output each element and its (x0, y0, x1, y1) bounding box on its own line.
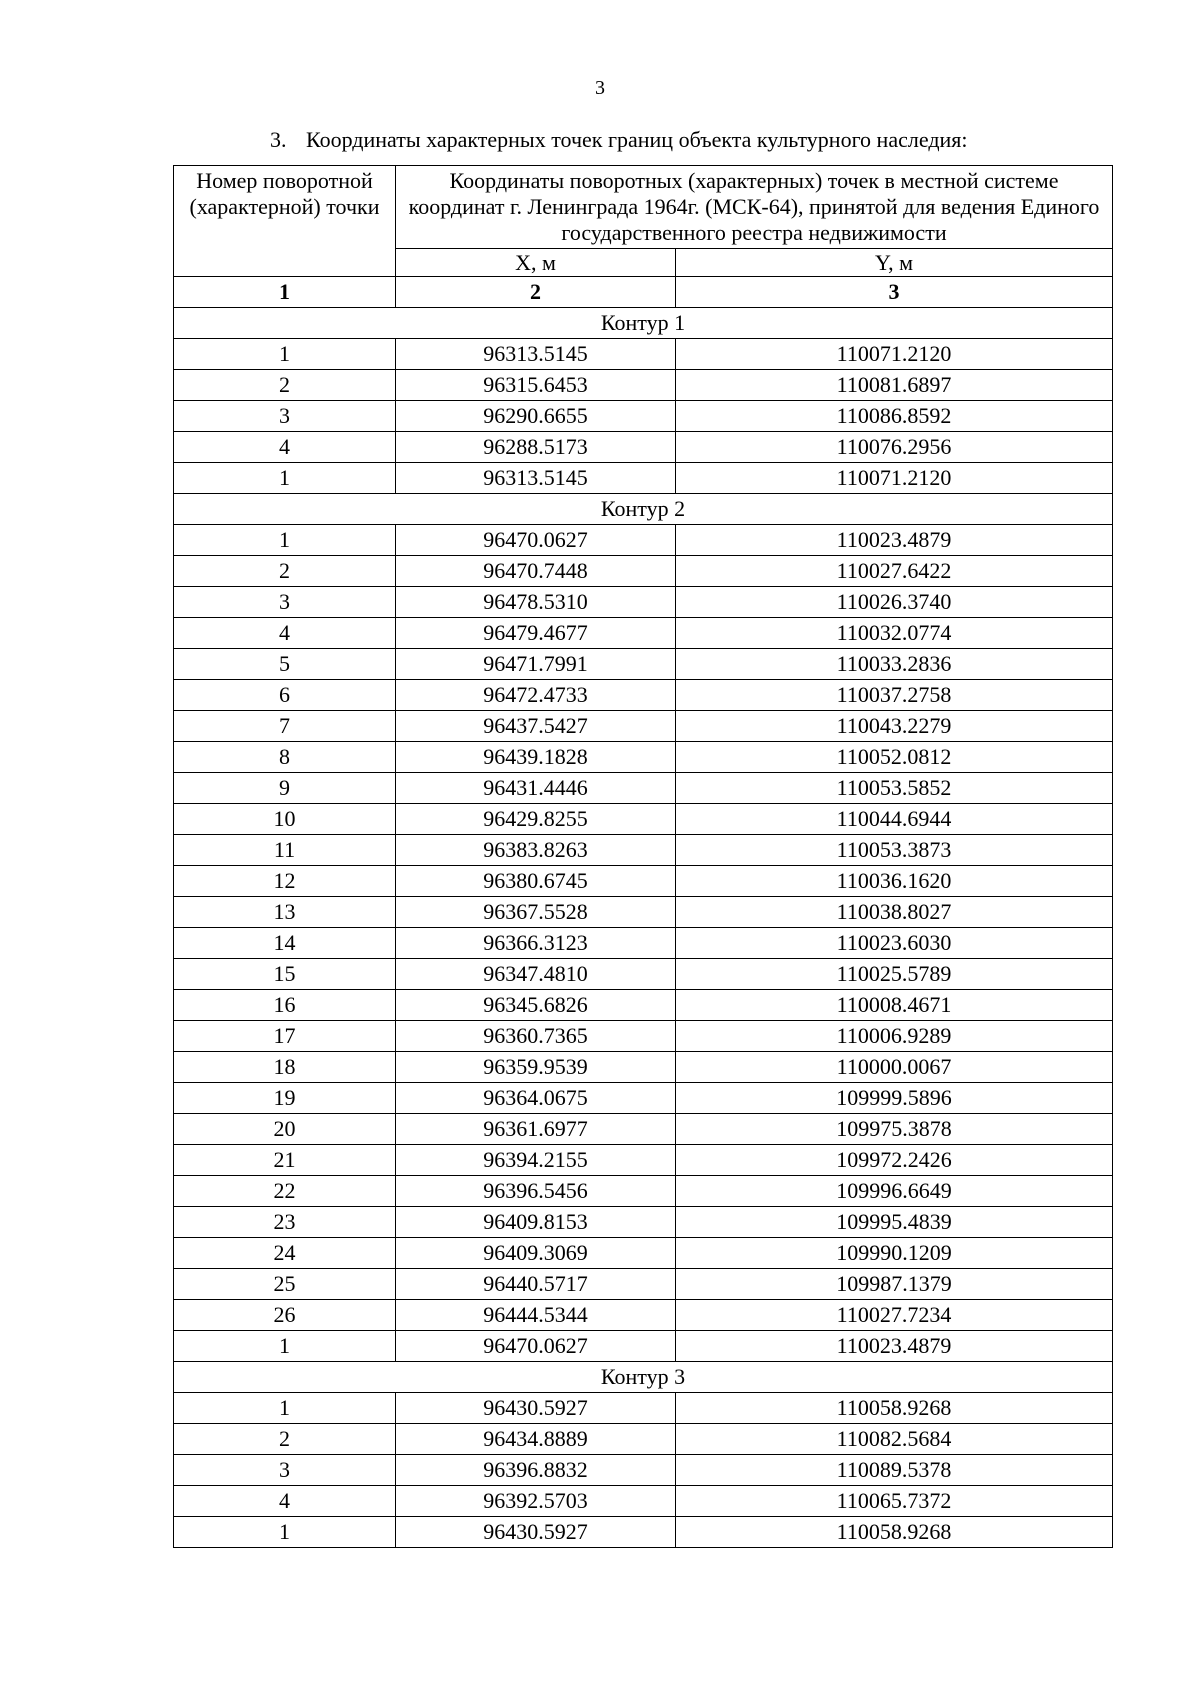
coordinates-table (173, 165, 1113, 1548)
y-coordinate-cell: 110053.5852 (676, 773, 1113, 804)
section-number: 3. (270, 127, 287, 152)
y-coordinate-cell: 110023.6030 (676, 928, 1113, 959)
table-row (174, 959, 1113, 990)
point-number-cell: 9 (174, 773, 396, 804)
table-row (174, 928, 1113, 959)
x-coordinate-cell: 96430.5927 (396, 1517, 676, 1548)
table-row (174, 804, 1113, 835)
x-coordinate-cell: 96364.0675 (396, 1083, 676, 1114)
point-number-cell: 26 (174, 1300, 396, 1331)
y-coordinate-cell: 110027.6422 (676, 556, 1113, 587)
x-coordinate-cell: 96367.5528 (396, 897, 676, 928)
table-row (174, 1455, 1113, 1486)
point-number-cell: 25 (174, 1269, 396, 1300)
x-coordinate-cell: 96439.1828 (396, 742, 676, 773)
table-row (174, 649, 1113, 680)
point-number-cell: 23 (174, 1207, 396, 1238)
y-coordinate-cell: 110076.2956 (676, 432, 1113, 463)
y-coordinate-cell: 110037.2758 (676, 680, 1113, 711)
y-coordinate-cell: 110025.5789 (676, 959, 1113, 990)
table-header (174, 166, 1113, 308)
point-number-cell: 14 (174, 928, 396, 959)
x-coordinate-cell: 96315.6453 (396, 370, 676, 401)
y-coordinate-cell: 110023.4879 (676, 1331, 1113, 1362)
x-coordinate-cell: 96396.5456 (396, 1176, 676, 1207)
x-coordinate-cell: 96434.8889 (396, 1424, 676, 1455)
y-coordinate-cell: 110058.9268 (676, 1393, 1113, 1424)
point-number-cell: 5 (174, 649, 396, 680)
point-number-cell: 1 (174, 1393, 396, 1424)
y-coordinate-cell: 110008.4671 (676, 990, 1113, 1021)
point-number-cell: 12 (174, 866, 396, 897)
column-number: 2 (396, 277, 676, 308)
x-coordinate-cell: 96472.4733 (396, 680, 676, 711)
y-coordinate-cell: 110086.8592 (676, 401, 1113, 432)
y-coordinate-cell: 110053.3873 (676, 835, 1113, 866)
y-coordinate-cell: 109999.5896 (676, 1083, 1113, 1114)
x-coordinate-cell: 96394.2155 (396, 1145, 676, 1176)
table-row (174, 773, 1113, 804)
y-coordinate-cell: 110043.2279 (676, 711, 1113, 742)
y-coordinate-cell: 109975.3878 (676, 1114, 1113, 1145)
x-coordinate-cell: 96409.8153 (396, 1207, 676, 1238)
point-number-cell: 2 (174, 1424, 396, 1455)
y-coordinate-cell: 110033.2836 (676, 649, 1113, 680)
table-body (174, 308, 1113, 1548)
x-coordinate-cell: 96479.4677 (396, 618, 676, 649)
point-number-cell: 8 (174, 742, 396, 773)
point-number-cell: 16 (174, 990, 396, 1021)
x-coordinate-cell: 96409.3069 (396, 1238, 676, 1269)
x-coordinate-cell: 96396.8832 (396, 1455, 676, 1486)
table-row (174, 711, 1113, 742)
point-number-cell: 19 (174, 1083, 396, 1114)
table-row (174, 618, 1113, 649)
y-coordinate-cell: 110071.2120 (676, 463, 1113, 494)
header-point-number: Номер поворотной (характерной) точки (174, 166, 396, 277)
table-row (174, 1486, 1113, 1517)
x-coordinate-cell: 96359.9539 (396, 1052, 676, 1083)
point-number-cell: 3 (174, 587, 396, 618)
table-row (174, 1269, 1113, 1300)
y-coordinate-cell: 110006.9289 (676, 1021, 1113, 1052)
x-coordinate-cell: 96313.5145 (396, 339, 676, 370)
table-row (174, 1331, 1113, 1362)
point-number-cell: 4 (174, 618, 396, 649)
section-heading (270, 126, 968, 154)
table-row (174, 1176, 1113, 1207)
contour-title: Контур 1 (174, 308, 1113, 339)
point-number-cell: 24 (174, 1238, 396, 1269)
y-coordinate-cell: 110071.2120 (676, 339, 1113, 370)
table-row (174, 990, 1113, 1021)
table-row (174, 463, 1113, 494)
table-row (174, 1207, 1113, 1238)
contour-row (174, 1362, 1113, 1393)
y-coordinate-cell: 110081.6897 (676, 370, 1113, 401)
point-number-cell: 10 (174, 804, 396, 835)
x-coordinate-cell: 96444.5344 (396, 1300, 676, 1331)
x-coordinate-cell: 96431.4446 (396, 773, 676, 804)
contour-title: Контур 2 (174, 494, 1113, 525)
x-coordinate-cell: 96430.5927 (396, 1393, 676, 1424)
table-row (174, 432, 1113, 463)
point-number-cell: 2 (174, 370, 396, 401)
x-coordinate-cell: 96313.5145 (396, 463, 676, 494)
x-coordinate-cell: 96383.8263 (396, 835, 676, 866)
table-row (174, 1083, 1113, 1114)
x-coordinate-cell: 96437.5427 (396, 711, 676, 742)
header-coordinates: Координаты поворотных (характерных) точек в местной системе координат г. Ленинграда 1964г. (МСК-64), принятой для ведения Единого государственного реестра недвижимости (396, 166, 1113, 249)
x-coordinate-cell: 96290.6655 (396, 401, 676, 432)
table-row (174, 897, 1113, 928)
y-coordinate-cell: 109987.1379 (676, 1269, 1113, 1300)
point-number-cell: 18 (174, 1052, 396, 1083)
point-number-cell: 17 (174, 1021, 396, 1052)
contour-row (174, 494, 1113, 525)
point-number-cell: 11 (174, 835, 396, 866)
point-number-cell: 22 (174, 1176, 396, 1207)
header-y: Y, м (676, 249, 1113, 277)
x-coordinate-cell: 96478.5310 (396, 587, 676, 618)
y-coordinate-cell: 110065.7372 (676, 1486, 1113, 1517)
table-row (174, 1114, 1113, 1145)
x-coordinate-cell: 96345.6826 (396, 990, 676, 1021)
table-row (174, 339, 1113, 370)
column-number: 1 (174, 277, 396, 308)
x-coordinate-cell: 96470.7448 (396, 556, 676, 587)
x-coordinate-cell: 96440.5717 (396, 1269, 676, 1300)
point-number-cell: 6 (174, 680, 396, 711)
y-coordinate-cell: 110052.0812 (676, 742, 1113, 773)
point-number-cell: 2 (174, 556, 396, 587)
table-row (174, 525, 1113, 556)
y-coordinate-cell: 110032.0774 (676, 618, 1113, 649)
table-row (174, 1517, 1113, 1548)
x-coordinate-cell: 96470.0627 (396, 1331, 676, 1362)
point-number-cell: 20 (174, 1114, 396, 1145)
point-number-cell: 1 (174, 1331, 396, 1362)
y-coordinate-cell: 110082.5684 (676, 1424, 1113, 1455)
point-number-cell: 13 (174, 897, 396, 928)
point-number-cell: 1 (174, 525, 396, 556)
point-number-cell: 21 (174, 1145, 396, 1176)
table-row (174, 1238, 1113, 1269)
y-coordinate-cell: 110089.5378 (676, 1455, 1113, 1486)
y-coordinate-cell: 110044.6944 (676, 804, 1113, 835)
y-coordinate-cell: 110036.1620 (676, 866, 1113, 897)
point-number-cell: 1 (174, 463, 396, 494)
page-number: 3 (595, 77, 605, 99)
table-row (174, 556, 1113, 587)
x-coordinate-cell: 96347.4810 (396, 959, 676, 990)
table-row (174, 587, 1113, 618)
table-row (174, 742, 1113, 773)
x-coordinate-cell: 96392.5703 (396, 1486, 676, 1517)
y-coordinate-cell: 110023.4879 (676, 525, 1113, 556)
table-row (174, 1021, 1113, 1052)
table-row (174, 1052, 1113, 1083)
point-number-cell: 15 (174, 959, 396, 990)
point-number-cell: 7 (174, 711, 396, 742)
y-coordinate-cell: 110000.0067 (676, 1052, 1113, 1083)
table-row (174, 1145, 1113, 1176)
x-coordinate-cell: 96471.7991 (396, 649, 676, 680)
table-row (174, 401, 1113, 432)
y-coordinate-cell: 109972.2426 (676, 1145, 1113, 1176)
y-coordinate-cell: 110058.9268 (676, 1517, 1113, 1548)
x-coordinate-cell: 96366.3123 (396, 928, 676, 959)
table-row (174, 1424, 1113, 1455)
point-number-cell: 1 (174, 339, 396, 370)
y-coordinate-cell: 110026.3740 (676, 587, 1113, 618)
point-number-cell: 4 (174, 432, 396, 463)
x-coordinate-cell: 96288.5173 (396, 432, 676, 463)
contour-title: Контур 3 (174, 1362, 1113, 1393)
y-coordinate-cell: 109996.6649 (676, 1176, 1113, 1207)
y-coordinate-cell: 110038.8027 (676, 897, 1113, 928)
x-coordinate-cell: 96380.6745 (396, 866, 676, 897)
x-coordinate-cell: 96470.0627 (396, 525, 676, 556)
table-row (174, 370, 1113, 401)
section-title: Координаты характерных точек границ объекта культурного наследия: (306, 127, 968, 152)
point-number-cell: 3 (174, 1455, 396, 1486)
header-x: X, м (396, 249, 676, 277)
table-row (174, 1300, 1113, 1331)
table-row (174, 1393, 1113, 1424)
point-number-cell: 3 (174, 401, 396, 432)
point-number-cell: 4 (174, 1486, 396, 1517)
table-row (174, 835, 1113, 866)
y-coordinate-cell: 109995.4839 (676, 1207, 1113, 1238)
x-coordinate-cell: 96429.8255 (396, 804, 676, 835)
table-row (174, 680, 1113, 711)
y-coordinate-cell: 109990.1209 (676, 1238, 1113, 1269)
point-number-cell: 1 (174, 1517, 396, 1548)
table-row (174, 866, 1113, 897)
contour-row (174, 308, 1113, 339)
x-coordinate-cell: 96360.7365 (396, 1021, 676, 1052)
x-coordinate-cell: 96361.6977 (396, 1114, 676, 1145)
column-number: 3 (676, 277, 1113, 308)
y-coordinate-cell: 110027.7234 (676, 1300, 1113, 1331)
